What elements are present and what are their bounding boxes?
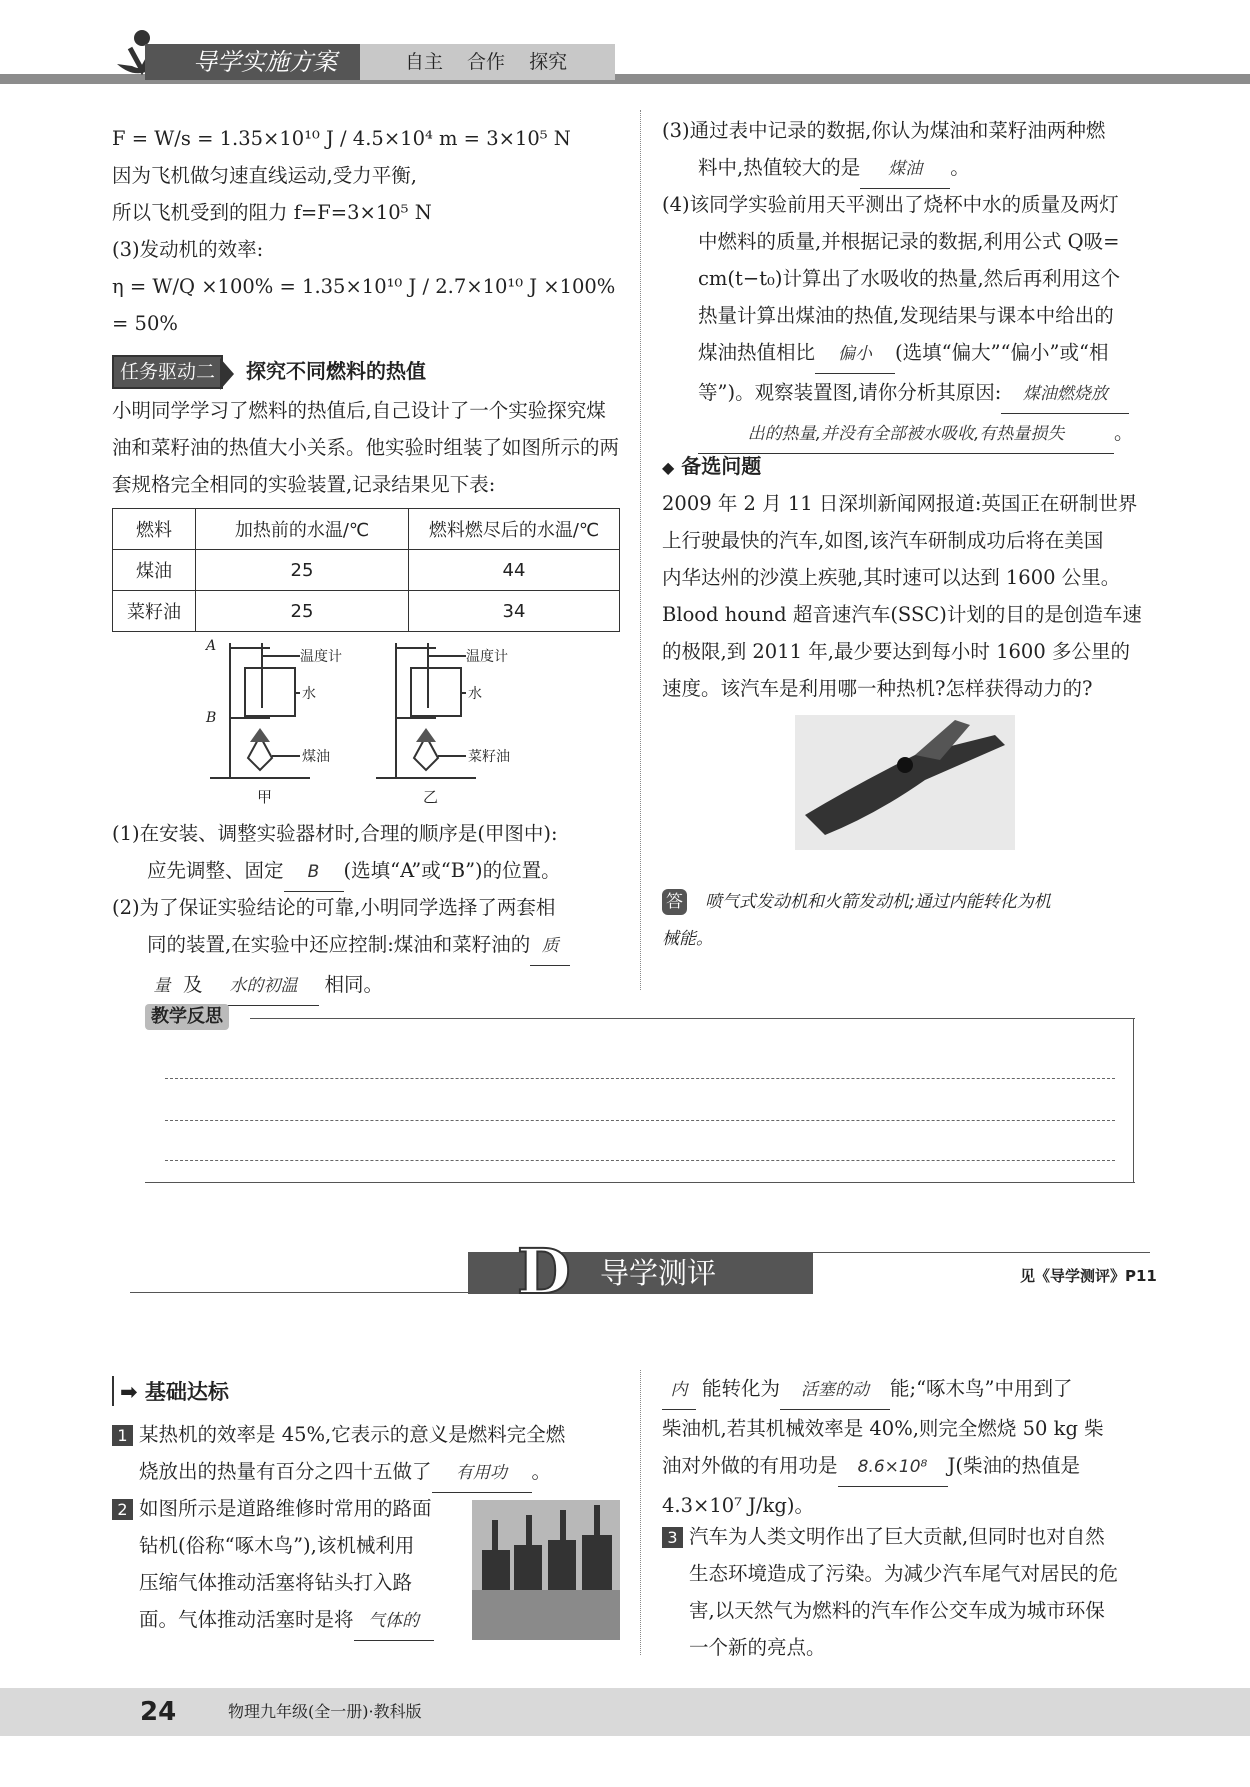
answer-badge: 答 <box>662 889 687 915</box>
section-d-rule <box>130 1292 470 1293</box>
column-divider <box>640 110 641 990</box>
question-text: (4)该同学实验前用天平测出了烧杯中水的质量及两灯 <box>662 193 1119 216</box>
diamond-icon: ◆ <box>662 458 675 477</box>
apparatus-figure <box>200 638 540 808</box>
section-d-title: 导学测评 <box>600 1256 717 1290</box>
question-text: 应先调整、固定 <box>147 859 284 882</box>
question-line <box>662 1447 1174 1487</box>
answer-blank: 偏小 <box>815 336 895 374</box>
table-cell: 34 <box>409 591 620 632</box>
reflection-title: 教学反思 <box>145 1004 229 1030</box>
footer-bar <box>0 1688 1250 1736</box>
question-text: 等”)。观察装置图,请你分析其原因: <box>698 381 1002 404</box>
dashed-line <box>165 1078 1115 1079</box>
answer-blank: 气体的 <box>354 1603 434 1641</box>
arrow-icon <box>220 358 234 390</box>
task-label: 任务驱动二 <box>112 355 223 389</box>
question-text: 能;“啄木鸟”中用到了 <box>890 1377 1073 1400</box>
question-text: 料中,热值较大的是 <box>698 156 861 179</box>
question-line <box>662 414 1174 454</box>
question-4 <box>662 186 1174 454</box>
extra-answer <box>662 882 1174 958</box>
question-line <box>112 852 622 892</box>
basic-title-text: 基础达标 <box>144 1380 229 1404</box>
table-cell: 25 <box>196 591 409 632</box>
supersonic-car-photo <box>795 715 1015 850</box>
question-text: (选填“A”或“B”)的位置。 <box>343 859 561 882</box>
question-number: 1 <box>112 1425 133 1446</box>
label-thermometer: 温度计 <box>466 649 508 665</box>
formula-efficiency: η = W/Q ×100% = 1.35×10¹⁰ J / 2.7×10¹⁰ J ×100% = 50% <box>112 275 616 335</box>
reflection-top-line <box>250 1018 1135 1019</box>
question-text: 柴油机,若其机械效率是 40%,则完全燃烧 50 kg 柴 <box>662 1417 1104 1440</box>
answer-blank: 煤油 <box>860 151 950 189</box>
question-text: 。 <box>950 156 970 179</box>
question-text: 害,以天然气为燃料的汽车作公交车成为城市环保 <box>689 1599 1105 1622</box>
task-title: 探究不同燃料的热值 <box>246 359 427 383</box>
table-cell: 煤油 <box>113 550 196 591</box>
page-number: 24 <box>140 1697 177 1727</box>
question-text: 煤油热值相比 <box>698 341 816 364</box>
question-text: 压缩气体推动活塞将钻头打入路 <box>139 1571 413 1594</box>
experiment-intro: 小明同学学习了燃料的热值后,自己设计了一个实验探究煤油和菜籽油的热值大小关系。他实验时组装了如图所示的两套规格完全相同的实验装置,记录结果见下表: <box>112 399 620 496</box>
question-text: 同的装置,在实验中还应控制:煤油和菜籽油的 <box>147 933 531 956</box>
task-heading <box>112 355 426 387</box>
label-b: B <box>206 710 217 726</box>
question-text: J(柴油的热值是 <box>947 1454 1080 1477</box>
question-text: 相同。 <box>324 973 384 996</box>
section-d-rule <box>810 1252 1150 1253</box>
label-water: 水 <box>468 686 482 702</box>
basic-question-2-continued <box>662 1370 1174 1524</box>
solution-line: 所以飞机受到的阻力 f=F=3×10⁵ N <box>112 201 432 224</box>
question-text: 生态环境造成了污染。为减少汽车尾气对居民的危 <box>689 1562 1119 1585</box>
flame-icon <box>416 728 436 742</box>
reflection-box <box>145 1006 1135 1183</box>
question-text: (1)在安装、调整实验器材时,合理的顺序是(甲图中): <box>112 822 558 845</box>
question-line <box>662 149 1174 189</box>
question-text: 的极限,到 2011 年,最少要达到每小时 1600 多公里的 <box>662 640 1130 663</box>
question-text: 某热机的效率是 45%,它表示的意义是燃料完全燃 <box>139 1423 566 1446</box>
question-text: 速度。该汽车是利用哪一种热机?怎样获得动力的? <box>662 677 1093 700</box>
question-text: Blood hound 超音速汽车(SSC)计划的目的是创造车速 <box>662 603 1142 626</box>
formula-force: F = W/s = 1.35×10¹⁰ J / 4.5×10⁴ m = 3×10⁵ N <box>112 127 571 150</box>
question-number: 3 <box>662 1527 683 1548</box>
question-text: (3)通过表中记录的数据,你认为煤油和菜籽油两种燃 <box>662 119 1106 142</box>
column-divider <box>640 1370 641 1655</box>
question-text: 2009 年 2 月 11 日深圳新闻网报道:英国正在研制世界 <box>662 492 1138 515</box>
answer-blank: 内 <box>662 1372 696 1410</box>
answer-blank: 8.6×10⁸ <box>838 1449 948 1487</box>
solution-line: 因为飞机做匀速直线运动,受力平衡, <box>112 164 417 187</box>
question-text: 。 <box>531 1460 552 1483</box>
caption-a: 甲 <box>257 788 273 806</box>
question-line <box>112 1490 472 1527</box>
question-text: 油对外做的有用功是 <box>662 1454 838 1477</box>
table-cell: 25 <box>196 550 409 591</box>
answer-blank: 出的热量,并没有全部被水吸收,有热量损失 <box>698 416 1114 454</box>
question-line <box>112 1416 622 1453</box>
table-row <box>113 591 620 632</box>
table-cell: 44 <box>409 550 620 591</box>
question-text: 中燃料的质量,并根据记录的数据,利用公式 Q吸= <box>698 230 1120 253</box>
question-text: 烧放出的热量有百分之四十五做了 <box>139 1460 432 1483</box>
label-fuel: 煤油 <box>302 749 330 765</box>
extra-title <box>662 450 761 479</box>
left-top-solution <box>112 120 622 335</box>
label-a: A <box>206 638 217 654</box>
basic-question-2 <box>112 1490 472 1641</box>
question-text: 汽车为人类文明作出了巨大贡献,但同时也对自然 <box>689 1525 1105 1548</box>
answer-blank: 煤油燃烧放 <box>1001 376 1129 414</box>
question-text: (2)为了保证实验结论的可靠,小明同学选择了两套相 <box>112 896 556 919</box>
table-header-row <box>113 509 620 550</box>
question-text: 上行驶最快的汽车,如图,该汽车研制成功后将在美国 <box>662 529 1104 552</box>
question-text: 能转化为 <box>702 1377 781 1400</box>
answer-text: 械能。 <box>662 929 713 949</box>
section-d-ref: 见《导学测评》P11 <box>1020 1267 1157 1285</box>
basic-question-1 <box>112 1416 622 1493</box>
question-line <box>112 1601 472 1641</box>
reflection-right-edge <box>1133 1018 1134 1182</box>
question-3 <box>662 112 1174 189</box>
pointer-icon: ➡ <box>120 1380 138 1404</box>
table-header: 加热前的水温/℃ <box>196 509 409 550</box>
table-header: 燃料 <box>113 509 196 550</box>
extra-question <box>662 485 1174 707</box>
table-header: 燃料燃尽后的水温/℃ <box>409 509 620 550</box>
question-text: 一个新的亮点。 <box>689 1636 826 1659</box>
book-title: 物理九年级(全一册)·教科版 <box>228 1702 422 1721</box>
answer-blank: 量 <box>147 968 177 1006</box>
question-1 <box>112 815 622 892</box>
question-line <box>662 1370 1174 1410</box>
question-text: 如图所示是道路维修时常用的路面 <box>139 1497 432 1520</box>
flame-icon <box>250 728 270 742</box>
extra-title-text: 备选问题 <box>681 454 762 478</box>
question-text: 钻机(俗称“啄木鸟”),该机械利用 <box>139 1534 415 1557</box>
question-text: 。 <box>1114 421 1134 444</box>
answer-blank: 有用功 <box>432 1455 532 1493</box>
answer-blank: 水的初温 <box>209 968 319 1006</box>
road-drill-photo <box>472 1500 620 1640</box>
question-line <box>112 966 622 1006</box>
solution-line: (3)发动机的效率: <box>112 238 264 261</box>
question-text: 面。气体推动活塞时是将 <box>139 1608 354 1631</box>
question-text: 4.3×10⁷ J/kg)。 <box>662 1494 814 1517</box>
answer-blank: 活塞的动 <box>780 1372 890 1410</box>
question-text: cm(t−t₀)计算出了水吸收的热量,然后再利用这个 <box>698 267 1121 290</box>
basic-question-3 <box>662 1518 1174 1666</box>
answer-blank: B <box>284 854 344 892</box>
section-d-letter: D <box>517 1235 571 1308</box>
question-line <box>662 374 1174 414</box>
question-text: 及 <box>183 973 203 996</box>
basic-title <box>112 1376 229 1406</box>
question-line <box>662 1518 1174 1555</box>
question-number: 2 <box>112 1499 133 1520</box>
answer-line <box>662 882 1174 921</box>
question-text: (选填“偏大”“偏小”或“相 <box>895 341 1109 364</box>
table-row <box>113 550 620 591</box>
label-water: 水 <box>302 686 316 702</box>
label-fuel: 菜籽油 <box>468 749 510 765</box>
caption-b: 乙 <box>423 788 439 806</box>
question-line <box>112 926 622 966</box>
question-2 <box>112 889 622 1006</box>
data-table <box>112 508 620 632</box>
table-cell: 菜籽油 <box>113 591 196 632</box>
question-text: 热量计算出煤油的热值,发现结果与课本中给出的 <box>698 304 1114 327</box>
question-text: 内华达州的沙漠上疾驰,其时速可以达到 1600 公里。 <box>662 566 1121 589</box>
dashed-line <box>165 1120 1115 1121</box>
answer-text: 喷气式发动机和火箭发动机;通过内能转化为机 <box>705 892 1051 912</box>
header-title: 导学实施方案 <box>145 44 360 80</box>
question-line <box>112 1453 622 1493</box>
label-thermometer: 温度计 <box>300 649 342 665</box>
answer-blank: 质 <box>530 928 570 966</box>
header-subtitle: 自主 合作 探究 <box>360 44 615 80</box>
dashed-line <box>165 1160 1115 1161</box>
question-line <box>662 334 1174 374</box>
